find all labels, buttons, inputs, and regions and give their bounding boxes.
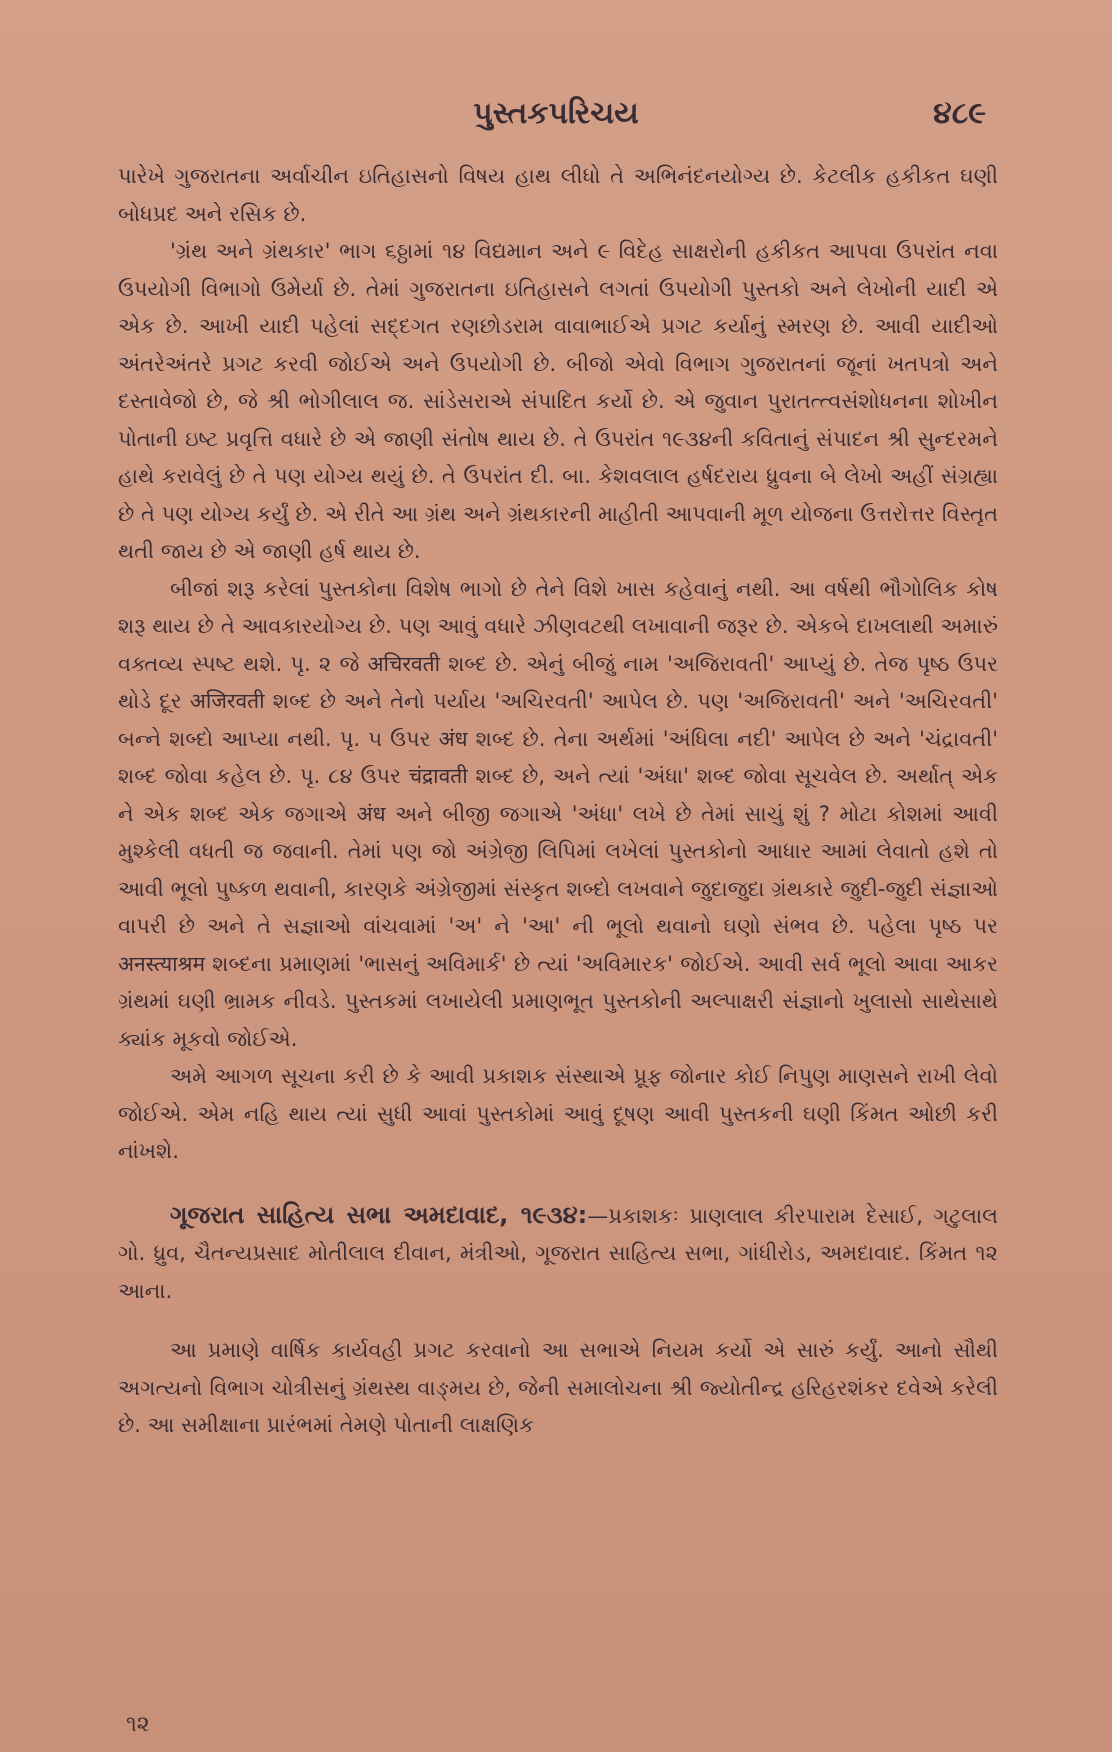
page-body — [118, 158, 998, 1445]
paragraph-2: 'ગ્રંથ અને ગ્રંથકાર' ભાગ ૬ઠ્ઠામાં ૧૪ વિદ્યમાન અને ૯ વિદેહ સાક્ષરોની હકીકત આપવા ઉપરાંત નવા ઉપયોગી વિભાગો ઉમેર્યા છે. તેમાં ગુજરાતના ઇતિહાસને લગતાં ઉપયોગી પુસ્તકો અને લેખોની યાદી એ એક છે. આખી યાદી પહેલાં સદ્દગત રણછોડરામ વાવાભાઈએ પ્રગટ કર્યાનું સ્મરણ છે. આવી યાદીઓ અંતરેઅંતરે પ્રગટ કરવી જોઈએ અને ઉપયોગી છે. બીજો એવો વિભાગ ગુજરાતનાં જૂનાં ખતપત્રો અને દસ્તાવેજો છે, જે શ્રી ભોગીલાલ જ. સાંડેસરાએ સંપાદિત કર્યો છે. એ જુવાન પુરાતત્ત્વસંશોધનના શોખીન પોતાની ઇષ્ટ પ્રવૃત્તિ વધારે છે એ જાણી સંતોષ થાય છે. તે ઉપરાંત ૧૯૩૪ની કવિતાનું સંપાદન શ્રી સુન્દરમને હાથે કરાવેલું છે તે પણ યોગ્ય થયું છે. તે ઉપરાંત દી. બા. કેશવલાલ હર્ષદરાય ધ્રુવના બે લેખો અહીં સંગ્રહ્યા છે તે પણ યોગ્ય કર્યું છે. એ રીતે આ ગ્રંથ અને ગ્રંથકારની માહીતી આપવાની મૂળ યોજના ઉત્તરોત્તર વિસ્તૃત થતી જાય છે એ જાણી હર્ષ થાય છે. — [118, 239, 998, 563]
paragraph-1: પારેખે ગુજરાતના અર્વાચીન ઇતિહાસનો વિષય હાથ લીધો તે અભિનંદનયોગ્ય છે. કેટલીક હકીકત ઘણી બોધપ્રદ અને રસિક છે. — [118, 164, 998, 226]
review-heading-paragraph — [118, 1197, 998, 1311]
review-publisher-info: —પ્રકાશકઃ પ્રાણલાલ કીરપારામ દેસાઈ, ગટુલાલ ગો. ધ્રુવ, ચૈતન્યપ્રસાદ મોતીલાલ દીવાન, મંત્રીઓ, ગૂજરાત સાહિત્ય સભા, ગાંધીરોડ, અમદાવાદ. કિંમત ૧૨ આના. — [118, 1203, 998, 1303]
review-title: ગૂજરાત સાહિત્ય સભા અમદાવાદ, ૧૯૩૪: — [170, 1200, 588, 1229]
page-number: ૪૮૯ — [933, 96, 986, 131]
paragraph-6: આ પ્રમાણે વાર્ષિક કાર્યવહી પ્રગટ કરવાનો આ સભાએ નિયમ કર્યો એ સારું કર્યું. આનો સૌથી અગત્યનો વિભાગ ચોત્રીસનું ગ્રંથસ્થ વાઙ્મય છે, જેની સમાલોચના શ્રી જ્યોતીન્દ્ર હરિહરશંકર દવેએ કરેલી છે. આ સમીક્ષાના પ્રારંભમાં તેમણે પોતાની લાક્ષણિક — [118, 1338, 998, 1437]
signature-mark: ૧૨ — [126, 1712, 150, 1737]
paragraph-4: અમે આગળ સૂચના કરી છે કે આવી પ્રકાશક સંસ્થાએ પ્રૂફ જોનાર કોઈ નિપુણ માણસને રાખી લેવો જોઈએ. એમ નહિ થાય ત્યાં સુધી આવાં પુસ્તકોમાં આવું દૂષણ આવી પુસ્તકની ઘણી કિંમત ઓછી કરી નાંખશે. — [118, 1064, 998, 1163]
paragraph-3: બીજાં શરૂ કરેલાં પુસ્તકોના વિશેષ ભાગો છે તેને વિશે ખાસ કહેવાનું નથી. આ વર્ષથી ભૌગોલિક કોષ શરૂ થાય છે તે આવકારયોગ્ય છે. પણ આવું વધારે ઝીણવટથી લખાવાની જરૂર છે. એકબે દાખલાથી અમારું વક્તવ્ય સ્પષ્ટ થશે. પૃ. ૨ જે अचिरवती શબ્દ છે. એનું બીજું નામ 'અજિરાવતી' આપ્યું છે. તેજ પૃષ્ઠ ઉપર થોડે દૂર अजिरवती શબ્દ છે અને તેનો પર્યાય 'અચિરવતી' આપેલ છે. પણ 'અજિરાવતી' અને 'અચિરવતી' બન્ને શબ્દો આપ્યા નથી. પૃ. ૫ ઉપર अंध શબ્દ છે. તેના અર્થમાં 'અંધિલા નદી' આપેલ છે અને 'ચંદ્રાવતી' શબ્દ જોવા કહેલ છે. પૃ. ૮૪ ઉપર चंद्रावती શબ્દ છે, અને ત્યાં 'અંધા' શબ્દ જોવા સૂચવેલ છે. અર્થાત્ એક ને એક શબ્દ એક જગાએ अंध અને બીજી જગાએ 'અંધા' લખે છે તેમાં સાચું શું ? મોટા કોશમાં આવી મુશ્કેલી વધતી જ જવાની. તેમાં પણ જો અંગ્રેજી લિપિમાં લખેલાં પુસ્તકોનો આધાર આમાં લેવાતો હશે તો આવી ભૂલો પુષ્કળ થવાની, કારણકે અંગ્રેજીમાં સંસ્કૃત શબ્દો લખવાને જુદાજુદા ગ્રંથકારે જુદી-જુદી સંજ્ઞાઓ વાપરી છે અને તે સજ્ઞાઓ વાંચવામાં 'અ' ને 'આ' ની ભૂલો થવાનો ઘણો સંભવ છે. પહેલા પૃષ્ઠ પર अनस्त्याश्रम શબ્દના પ્રમાણમાં 'ભાસનું અવિમાર્ક' છે ત્યાં 'અવિમારક' જોઈએ. આવી સર્વ ભૂલો આવા આકર ગ્રંથમાં ઘણી ભ્રામક નીવડે. પુસ્તકમાં લખાયેલી પ્રમાણભૂત પુસ્તકોની અલ્પાક્ષરી સંજ્ઞાનો ખુલાસો સાથેસાથે ક્યાંક મૂકવો જોઈએ. — [118, 576, 998, 1051]
running-head: પુસ્તકપરિચય — [473, 96, 639, 131]
page-header — [118, 88, 994, 136]
